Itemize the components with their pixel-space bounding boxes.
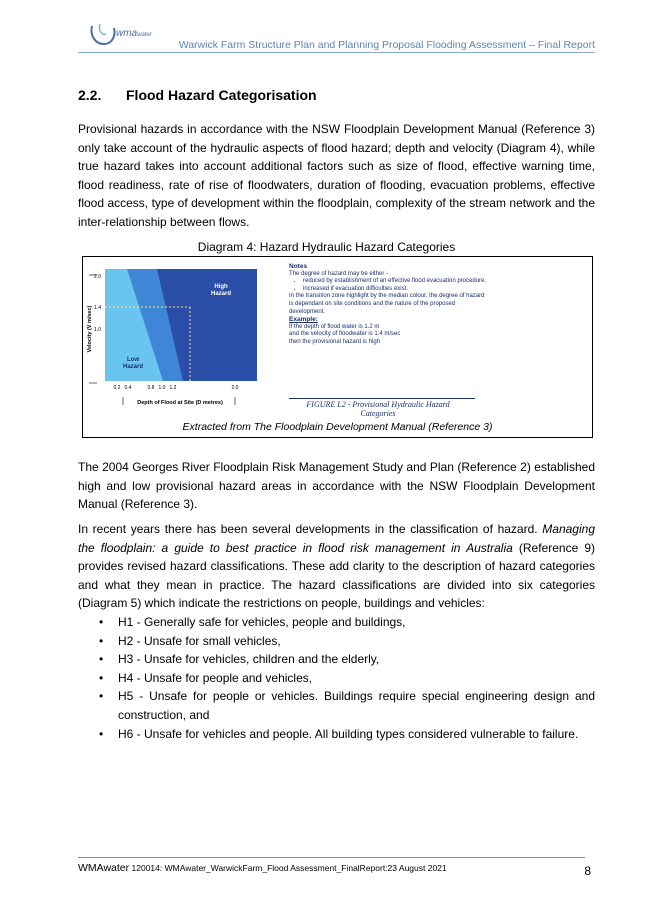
list-item-text: H2 - Unsafe for small vehicles,: [118, 633, 281, 648]
wave-logo-icon: [88, 20, 118, 48]
low-label-1: Low: [127, 357, 139, 363]
page-number: 8: [584, 864, 591, 878]
hazard-diagram: [82, 256, 593, 438]
example-line: and the velocity of floodwater is 1.4 m/sec: [289, 331, 401, 338]
x-tick: 1.0: [158, 385, 166, 391]
notes-list-item: • increased if evacuation difficulties exist.: [303, 286, 489, 294]
notes-list-item: • reduced by establishment of an effective flood evacuation procedure.: [303, 278, 489, 286]
footer-text: [78, 862, 447, 874]
example-line: then the provisional hazard is high: [289, 338, 381, 345]
notes-transition: In the transition zone highlight by the median colour, the degree of hazard is dependant on site conditions and the nature of the proposed development.: [289, 293, 485, 315]
example-title: Example:: [289, 316, 318, 324]
logo-text: wmawater: [116, 28, 152, 39]
high-label-1: High: [214, 284, 228, 290]
figure-divider: [289, 398, 475, 399]
notes-title: Notes: [289, 263, 308, 270]
paragraph-georges-river: The 2004 Georges River Floodplain Risk Management Study and Plan (Reference 2) established high and low provisional hazard areas in accordance with the NSW Floodplain Development Manual (Reference 3).: [78, 460, 595, 512]
diagram-notes: [289, 263, 489, 347]
list-item: • H5 - Unsafe for people or vehicles. Buildings require special engineering design and construction, and: [99, 689, 595, 722]
report-header-title: Warwick Farm Structure Plan and Planning Proposal Flooding Assessment – Final Report: [178, 39, 595, 51]
x-axis-label: Depth of Flood at Site (D metres): [137, 400, 223, 406]
figure-label-line: FIGURE L2 - Provisional Hydraulic Hazard: [306, 400, 450, 409]
para3-intro: In recent years there has been several developments in the classification of hazard.: [78, 522, 543, 536]
list-item-text: H6 - Unsafe for vehicles and people. All building types considered vulnerable to failure.: [118, 726, 579, 741]
footer-reference: 120014: WMAwater_WarwickFarm_Flood Assessment_FinalReport:23 August 2021: [129, 863, 447, 873]
publication-title: Managing the floodplain: a guide to best practice in flood risk management in Australia: [78, 522, 595, 555]
list-item-text: H5 - Unsafe for people or vehicles. Buildings require special engineering design and construction, and: [118, 689, 595, 722]
footer-brand: WMAwater: [78, 862, 130, 874]
y-tick: 1.4: [94, 305, 101, 311]
paragraph-recent-developments: [78, 520, 595, 613]
list-item: • H1 - Generally safe for vehicles, people and buildings,: [99, 615, 406, 629]
company-logo: [88, 20, 168, 48]
notes-list: [289, 278, 489, 293]
x-tick: 0.8: [147, 385, 155, 391]
list-item-text: H3 - Unsafe for vehicles, children and the elderly,: [118, 652, 380, 667]
x-tick: 0.2: [113, 385, 121, 391]
para3-rest: (Reference 9) provides revised hazard classifications. These add clarity to the description of hazard categories and what they mean in practice. The hazard classifications are divided into six categories (Diagram 5) which indicate the restrictions on people, buildings and vehicles:: [78, 540, 595, 611]
paragraph-provisional-hazards: Provisional hazards in accordance with the NSW Floodplain Development Manual (Reference 3) only take account of the hydraulic aspects of flood hazard; depth and velocity (Diagram 4), while true hazard takes into account additional factors such as size of flood, effective warning time, flood readiness, rate of rise of floodwaters, duration of flooding, evacuation problems, effective flood access, type of development within the floodplain, complexity of the stream network and the inter-relationship between flows.: [78, 122, 595, 229]
diagram-caption: Diagram 4: Hazard Hydraulic Hazard Categories: [197, 240, 456, 254]
x-tick: 2.0: [231, 385, 239, 391]
section-number: 2.2.: [78, 87, 102, 103]
footer-divider: [78, 857, 585, 858]
x-tick: 1.2: [169, 385, 177, 391]
list-item: • H6 - Unsafe for vehicles and people. All building types considered vulnerable to failure.: [99, 726, 579, 741]
high-label-2: Hazard: [210, 291, 232, 297]
list-item: • H2 - Unsafe for small vehicles,: [99, 633, 281, 648]
y-tick: 1.0: [94, 327, 101, 333]
x-tick: 0.4: [124, 385, 132, 391]
notes-intro: The degree of hazard may be either -: [289, 270, 389, 277]
list-item: • H3 - Unsafe for vehicles, children and the elderly,: [99, 652, 380, 667]
section-heading: [78, 87, 317, 103]
list-item-text: H4 - Unsafe for people and vehicles,: [118, 670, 313, 685]
figure-label: [298, 400, 458, 418]
example-line: If the depth of flood water is 1.2 m: [289, 323, 380, 330]
y-axis-label: Velocity (V m/sec): [87, 305, 93, 353]
header-divider: [78, 52, 595, 53]
list-item: • H4 - Unsafe for people and vehicles,: [99, 670, 313, 685]
section-title: Flood Hazard Categorisation: [126, 87, 317, 103]
low-label-2: Hazard: [122, 364, 144, 370]
hazard-chart: [83, 257, 283, 417]
y-tick: 2.0: [94, 274, 101, 280]
figure-label-line: Categories: [360, 409, 396, 418]
diagram-source: Extracted from The Floodplain Development Manual (Reference 3): [182, 421, 493, 433]
hazard-classification-list: [78, 613, 595, 743]
list-item-text: H1 - Generally safe for vehicles, people and buildings,: [118, 615, 406, 629]
